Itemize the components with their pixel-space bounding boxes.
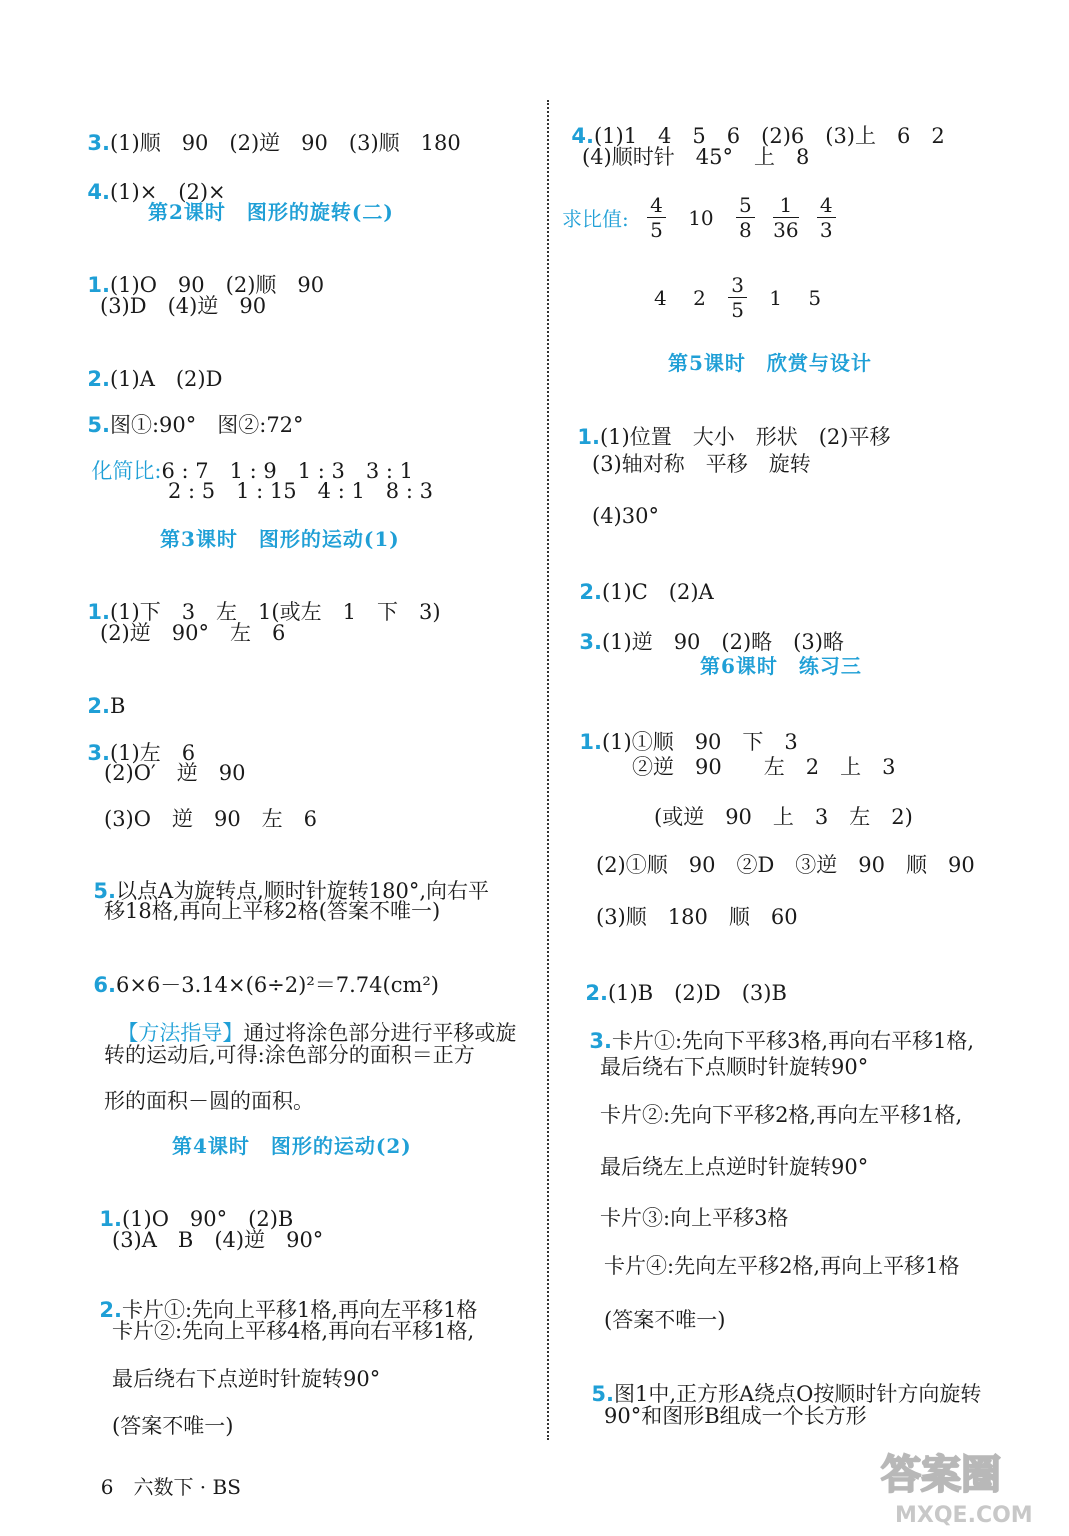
answer-line	[74, 104, 461, 156]
answer-text: (1)× (2)×	[109, 180, 226, 204]
answer-line	[74, 340, 222, 392]
numerator: 5	[736, 193, 755, 218]
item-number: 3.	[87, 741, 110, 765]
answer-line	[566, 703, 798, 755]
item-number: 1.	[577, 425, 600, 449]
section-heading: 第2课时 图形的旋转(二)	[148, 200, 394, 224]
answer-line: (2)逆 90° 左 6	[100, 621, 286, 645]
ratio-value-label: 求比值:	[562, 207, 629, 231]
answer-line	[74, 246, 324, 298]
watermark-logo	[875, 1440, 1055, 1530]
item-number: 3.	[579, 630, 602, 654]
answer-text: (1)左 6	[109, 741, 196, 765]
section-heading: 第3课时 图形的运动(1)	[160, 527, 400, 551]
answer-line	[576, 1002, 974, 1054]
answer-line: (2)①顺 90 ②D ③逆 90 顺 90	[596, 853, 975, 877]
answer-line: (3)顺 180 顺 60	[596, 905, 798, 929]
item-number: 4.	[87, 180, 110, 204]
book-code: 六数下 · BS	[133, 1475, 241, 1499]
fraction	[728, 273, 747, 322]
answer-line	[572, 954, 787, 1006]
item-number: 2.	[579, 580, 602, 604]
numerator: 4	[647, 193, 666, 218]
answer-line: (3)轴对称 平移 旋转	[592, 452, 811, 476]
item-number: 5.	[93, 879, 116, 903]
watermark-title: 答案圈	[881, 1452, 1001, 1498]
answer-text: (1)位置 大小 形状 (2)平移	[599, 425, 891, 449]
denominator: 36	[773, 218, 799, 242]
answer-line: (3)A B (4)逆 90°	[112, 1228, 324, 1252]
denominator: 3	[819, 218, 833, 242]
item-number: 5.	[591, 1382, 614, 1406]
answer-text: 以点A为旋转点,顺时针旋转180°,向右平	[115, 879, 490, 903]
answer-line	[74, 667, 125, 719]
answer-text: 图①:90° 图②:72°	[109, 413, 304, 437]
answer-line: (4)顺时针 45° 上 8	[582, 145, 810, 169]
page-footer	[88, 1447, 241, 1500]
answer-text: (1)1 4 5 6 (2)6 (3)上 6 2	[593, 124, 945, 148]
answer-line: ②逆 90 左 2 上 3	[632, 755, 896, 779]
answer-text: (1)C (2)A	[601, 580, 714, 604]
answer-text: 通过将涂色部分进行平移或旋	[243, 1021, 517, 1045]
answer-line	[86, 1180, 293, 1232]
ratio-value-row-1	[562, 193, 842, 242]
answer-line	[578, 1355, 981, 1407]
denominator: 5	[650, 218, 663, 242]
numerator: 1	[773, 193, 798, 218]
answer-line	[566, 553, 714, 605]
answer-line	[104, 994, 516, 1046]
answer-line	[566, 603, 844, 655]
answer-text: (1)O 90° (2)B	[121, 1207, 294, 1231]
answer-line: (4)30°	[592, 504, 659, 528]
answer-line: (2)O′ 逆 90	[104, 761, 246, 785]
watermark-url: MXQE.COM	[895, 1503, 1033, 1528]
answer-text: (1)下 3 左 1(或左 1 下 3)	[109, 600, 441, 624]
item-number: 6.	[93, 973, 116, 997]
item-number: 2.	[99, 1298, 122, 1322]
answer-line: 2 : 5 1 : 15 4 : 1 8 : 3	[168, 479, 433, 503]
answer-text: 卡片①:先向上平移1格,再向左平移1格	[121, 1298, 478, 1322]
item-number: 2.	[87, 694, 110, 718]
answer-line	[74, 714, 195, 766]
ratio-value: 1	[769, 285, 783, 310]
item-number: 1.	[579, 730, 602, 754]
item-number: 4.	[571, 124, 594, 148]
answer-line	[80, 946, 439, 998]
answer-line: 转的运动后,可得:涂色部分的面积＝正方	[104, 1043, 475, 1067]
answer-line	[86, 1271, 477, 1323]
item-number: 5.	[87, 413, 110, 437]
answer-line: 卡片②:先向上平移4格,再向右平移1格,	[112, 1319, 475, 1343]
answer-text: 卡片①:先向下平移3格,再向右平移1格,	[611, 1029, 975, 1053]
ratio-value: 10	[688, 205, 714, 230]
answer-line: (3)D (4)逆 90	[100, 294, 267, 318]
item-number: 1.	[87, 273, 110, 297]
answer-line	[74, 153, 226, 205]
answer-text: (1)B (2)D (3)B	[607, 981, 787, 1005]
column-divider	[547, 100, 549, 1440]
answer-text: (1)顺 90 (2)逆 90 (3)顺 180	[109, 131, 461, 155]
answer-line	[564, 398, 890, 450]
answer-line	[558, 97, 945, 149]
answer-line: 卡片②:先向下平移2格,再向左平移1格,	[600, 1103, 963, 1127]
answer-text: (1)①顺 90 下 3	[601, 730, 798, 754]
numerator: 3	[728, 273, 747, 298]
method-guide-tag: 【方法指导】	[117, 1021, 244, 1045]
answer-line: (或逆 90 上 3 左 2)	[654, 805, 913, 829]
item-number: 2.	[87, 367, 110, 391]
answer-text: (1)A (2)D	[109, 367, 223, 391]
section-heading: 第4课时 图形的运动(2)	[172, 1134, 412, 1158]
answer-line: (答案不唯一)	[604, 1308, 726, 1332]
page-number: 6	[100, 1475, 114, 1499]
item-number: 1.	[87, 600, 110, 624]
answer-text: 6×6－3.14×(6÷2)²＝7.74(cm²)	[115, 973, 439, 997]
item-number: 3.	[589, 1029, 612, 1053]
fraction	[647, 193, 666, 242]
answer-line: 最后绕右下点顺时针旋转90°	[600, 1055, 869, 1079]
answer-line	[74, 573, 441, 625]
simplify-ratio-label: 化简比:	[91, 459, 162, 483]
answer-line: 90°和图形B组成一个长方形	[604, 1404, 867, 1428]
ratio-value-row-2	[644, 273, 831, 322]
answer-line: 最后绕左上点逆时针旋转90°	[600, 1155, 869, 1179]
answer-line: 形的面积－圆的面积。	[104, 1089, 314, 1113]
fraction	[817, 193, 836, 242]
denominator: 8	[739, 218, 752, 242]
ratio-value: 5	[808, 285, 822, 310]
answer-text: 图1中,正方形A绕点O按顺时针方向旋转	[613, 1382, 982, 1406]
answer-text: (1)逆 90 (2)略 (3)略	[601, 630, 844, 654]
answer-text: 6 : 7 1 : 9 1 : 3 3 : 1	[161, 459, 414, 483]
answer-line: 移18格,再向上平移2格(答案不唯一)	[104, 899, 441, 923]
fraction	[736, 193, 755, 242]
answer-line: (3)O 逆 90 左 6	[104, 807, 318, 831]
answer-line	[74, 386, 304, 438]
answer-text: (1)O 90 (2)顺 90	[109, 273, 325, 297]
item-number: 2.	[585, 981, 608, 1005]
ratio-value: 4	[654, 285, 667, 310]
answer-line: 最后绕右下点逆时针旋转90°	[112, 1367, 381, 1391]
item-number: 3.	[87, 131, 110, 155]
section-heading: 第5课时 欣赏与设计	[668, 351, 872, 375]
answer-line: 卡片③:向上平移3格	[600, 1206, 789, 1230]
answer-line: 卡片④:先向左平移2格,再向上平移1格	[604, 1254, 960, 1278]
answer-line: (答案不唯一)	[112, 1414, 234, 1438]
item-number: 1.	[99, 1207, 122, 1231]
numerator: 4	[817, 193, 836, 218]
answer-line	[80, 852, 489, 904]
denominator: 5	[731, 298, 744, 322]
answer-text: B	[109, 694, 126, 718]
ratio-value: 2	[693, 285, 706, 310]
answer-line	[78, 432, 413, 484]
section-heading: 第6课时 练习三	[700, 654, 862, 678]
fraction	[773, 193, 798, 242]
